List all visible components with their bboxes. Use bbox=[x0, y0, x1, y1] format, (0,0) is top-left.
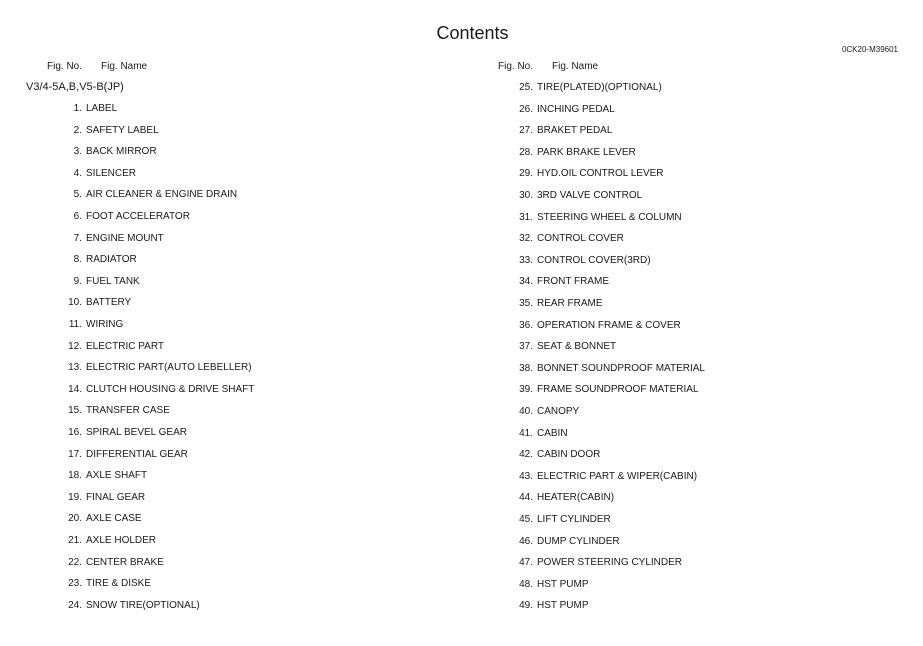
fig-name: 3RD VALVE CONTROL bbox=[537, 190, 643, 201]
fig-number: 3. bbox=[73, 146, 82, 158]
fig-name: ENGINE MOUNT bbox=[86, 232, 164, 244]
fig-name: AXLE HOLDER bbox=[86, 535, 157, 546]
fig-name: INCHING PEDAL bbox=[537, 103, 615, 115]
fig-number: 28. bbox=[519, 146, 533, 158]
fig-number: 13. bbox=[68, 362, 82, 374]
fig-number: 11. bbox=[68, 319, 82, 330]
fig-number: 8. bbox=[73, 254, 82, 266]
fig-name: BACK MIRROR bbox=[86, 146, 157, 158]
fig-number: 41. bbox=[519, 427, 533, 439]
fig-number: 47. bbox=[519, 557, 533, 569]
fig-name: ELECTRIC PART bbox=[86, 340, 164, 352]
fig-name-header: Fig. Name bbox=[552, 61, 599, 72]
fig-name: OPERATION FRAME & COVER bbox=[537, 319, 681, 331]
fig-name: REAR FRAME bbox=[537, 298, 603, 309]
fig-number: 32. bbox=[519, 233, 533, 245]
fig-name: AIR CLEANER & ENGINE DRAIN bbox=[86, 189, 238, 201]
fig-number: 20. bbox=[68, 513, 82, 525]
fig-name: FRAME SOUNDPROOF MATERIAL bbox=[537, 384, 699, 396]
fig-number: 19. bbox=[68, 491, 82, 503]
fig-number: 15. bbox=[68, 405, 82, 417]
fig-name: FRONT FRAME bbox=[537, 276, 610, 288]
fig-number: 2. bbox=[73, 124, 82, 136]
fig-number: 16. bbox=[68, 427, 82, 438]
fig-name: CLUTCH HOUSING & DRIVE SHAFT bbox=[86, 383, 255, 395]
fig-no-header: Fig. No. bbox=[498, 61, 534, 72]
fig-number: 26. bbox=[519, 103, 533, 115]
fig-number: 9. bbox=[73, 275, 82, 287]
fig-number: 43. bbox=[519, 470, 533, 482]
fig-name: SILENCER bbox=[86, 167, 137, 179]
fig-number: 44. bbox=[519, 492, 533, 504]
fig-number: 48. bbox=[519, 578, 533, 590]
fig-name: TIRE & DISKE bbox=[86, 578, 152, 590]
fig-number: 34. bbox=[519, 276, 533, 288]
fig-number: 46. bbox=[519, 535, 533, 547]
fig-name: FOOT ACCELERATOR bbox=[86, 211, 190, 222]
fig-name: HEATER(CABIN) bbox=[537, 492, 615, 504]
fig-name: DUMP CYLINDER bbox=[537, 535, 620, 547]
model-section-label: V3/4-5A,B,V5-B(JP) bbox=[26, 81, 124, 93]
page-title: Contents bbox=[436, 23, 509, 43]
fig-name: BATTERY bbox=[86, 297, 132, 309]
fig-number: 45. bbox=[519, 514, 533, 525]
fig-number: 30. bbox=[519, 190, 533, 201]
fig-name: AXLE CASE bbox=[86, 513, 142, 525]
fig-number: 5. bbox=[73, 189, 82, 201]
fig-name: PARK BRAKE LEVER bbox=[537, 146, 636, 158]
fig-number: 22. bbox=[68, 556, 82, 568]
fig-name: DIFFERENTIAL GEAR bbox=[86, 448, 188, 460]
fig-name: LIFT CYLINDER bbox=[537, 514, 611, 525]
fig-name: SPIRAL BEVEL GEAR bbox=[86, 427, 187, 438]
fig-name: ELECTRIC PART(AUTO LEBELLER) bbox=[86, 362, 252, 374]
fig-name: BONNET SOUNDPROOF MATERIAL bbox=[537, 362, 705, 374]
fig-name: SAFETY LABEL bbox=[86, 124, 159, 136]
fig-name: CABIN bbox=[537, 427, 568, 439]
fig-number: 21. bbox=[68, 535, 82, 546]
fig-name: LABEL bbox=[86, 103, 118, 114]
fig-number: 42. bbox=[519, 449, 533, 461]
fig-name: CENTER BRAKE bbox=[86, 556, 164, 568]
fig-number: 33. bbox=[519, 254, 533, 266]
fig-name: ELECTRIC PART & WIPER(CABIN) bbox=[537, 470, 698, 482]
fig-name: CONTROL COVER(3RD) bbox=[537, 254, 651, 266]
fig-no-header: Fig. No. bbox=[47, 61, 83, 72]
document-code: 0CK20-M39601 bbox=[841, 45, 898, 54]
fig-name: RADIATOR bbox=[86, 254, 137, 266]
fig-name: HST PUMP bbox=[537, 600, 589, 612]
fig-name: POWER STEERING CYLINDER bbox=[537, 557, 683, 569]
fig-number: 23. bbox=[68, 578, 82, 590]
fig-name: CONTROL COVER bbox=[537, 233, 624, 245]
fig-name: HST PUMP bbox=[537, 578, 589, 590]
fig-name: WIRING bbox=[86, 319, 124, 330]
fig-number: 35. bbox=[519, 298, 533, 309]
fig-name: SNOW TIRE(OPTIONAL) bbox=[86, 599, 200, 611]
fig-number: 27. bbox=[519, 125, 533, 137]
fig-name-header: Fig. Name bbox=[101, 61, 148, 72]
fig-number: 38. bbox=[519, 362, 533, 374]
fig-name: TRANSFER CASE bbox=[86, 405, 170, 417]
fig-name: AXLE SHAFT bbox=[86, 470, 148, 482]
fig-number: 29. bbox=[519, 168, 533, 180]
fig-number: 6. bbox=[73, 211, 82, 222]
fig-name: BRAKET PEDAL bbox=[537, 125, 613, 137]
fig-name: CABIN DOOR bbox=[537, 449, 601, 461]
fig-name: HYD.OIL CONTROL LEVER bbox=[537, 168, 664, 180]
fig-number: 40. bbox=[519, 406, 533, 417]
fig-number: 1. bbox=[73, 103, 82, 114]
fig-name: FINAL GEAR bbox=[86, 491, 146, 503]
fig-number: 14. bbox=[68, 383, 82, 395]
fig-name: FUEL TANK bbox=[86, 275, 140, 287]
fig-number: 49. bbox=[519, 600, 533, 612]
fig-name: STEERING WHEEL & COLUMN bbox=[537, 211, 682, 223]
fig-number: 24. bbox=[68, 599, 82, 611]
fig-number: 12. bbox=[68, 340, 82, 352]
fig-name: CANOPY bbox=[537, 406, 580, 417]
fig-number: 17. bbox=[68, 448, 82, 460]
fig-name: TIRE(PLATED)(OPTIONAL) bbox=[537, 82, 662, 93]
fig-number: 25. bbox=[519, 82, 533, 93]
fig-number: 7. bbox=[73, 232, 82, 244]
fig-number: 39. bbox=[519, 384, 533, 396]
fig-number: 31. bbox=[519, 211, 533, 223]
fig-name: SEAT & BONNET bbox=[537, 341, 617, 353]
fig-number: 4. bbox=[73, 167, 82, 179]
fig-number: 10. bbox=[68, 297, 82, 309]
fig-number: 36. bbox=[519, 319, 533, 331]
fig-number: 18. bbox=[68, 470, 82, 482]
fig-number: 37. bbox=[519, 341, 533, 353]
